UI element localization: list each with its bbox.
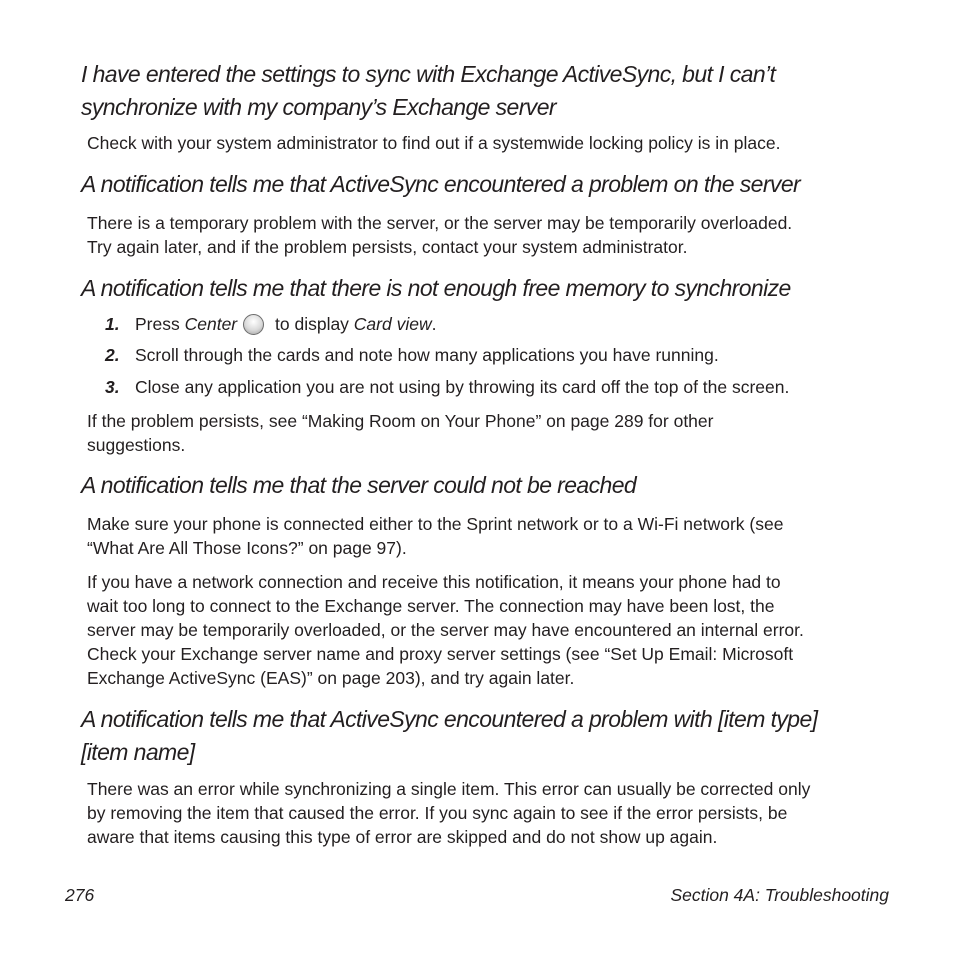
step-text: to display [270, 314, 354, 334]
section-label: Section 4A: Troubleshooting [670, 885, 889, 905]
step-1 [105, 312, 905, 336]
paragraph [87, 570, 907, 690]
paragraph [87, 512, 907, 560]
step-text: Close any application you are not using by throwing its card off the top of the screen. [135, 377, 790, 397]
paragraph-line: server may be temporarily overloaded, or the server may have encountered an internal error. [87, 620, 804, 640]
step-number: 3. [105, 377, 120, 397]
paragraph-line: Make sure your phone is connected either to the Sprint network or to a Wi-Fi network (see [87, 514, 784, 534]
center-key-label: Center [184, 314, 238, 334]
paragraph-line: There is a temporary problem with the server, or the server may be temporarily overloaded. [87, 213, 793, 233]
step-number: 1. [105, 314, 120, 334]
heading-line: [item name] [81, 739, 195, 765]
step-text: . [431, 314, 437, 334]
heading-server-problem: A notification tells me that ActiveSync encountered a problem on the server [81, 171, 801, 197]
step-number: 2. [105, 345, 120, 365]
step-2 [105, 343, 905, 367]
heading-server-not-reached: A notification tells me that the server could not be reached [81, 472, 637, 498]
paragraph-line: If the problem persists, see “Making Room on Your Phone” on page 289 for other [87, 411, 714, 431]
paragraph [87, 777, 907, 849]
center-button-icon [243, 314, 264, 335]
heading-cant-sync [81, 58, 911, 124]
paragraph [87, 211, 907, 259]
paragraph-line: suggestions. [87, 435, 186, 455]
step-text: Scroll through the cards and note how many applications you have running. [135, 345, 719, 365]
step-text: Press [135, 314, 185, 334]
paragraph [87, 409, 907, 457]
paragraph-line: There was an error while synchronizing a single item. This error can usually be corrected only [87, 779, 811, 799]
heading-line: I have entered the settings to sync with Exchange ActiveSync, but I can’t [81, 61, 776, 87]
paragraph: Check with your system administrator to find out if a systemwide locking policy is in place. [87, 133, 781, 153]
heading-not-enough-memory: A notification tells me that there is not enough free memory to synchronize [81, 275, 791, 301]
heading-line: A notification tells me that ActiveSync encountered a problem with [item type] [81, 706, 818, 732]
paragraph-line: wait too long to connect to the Exchange server. The connection may have been lost, the [87, 596, 775, 616]
paragraph-line: Try again later, and if the problem persists, contact your system administrator. [87, 237, 688, 257]
paragraph-line: If you have a network connection and receive this notification, it means your phone had to [87, 572, 781, 592]
paragraph-line: “What Are All Those Icons?” on page 97). [87, 538, 407, 558]
paragraph-line: aware that items causing this type of error are skipped and do not show up again. [87, 827, 718, 847]
page-number: 276 [65, 885, 95, 905]
paragraph-line: Exchange ActiveSync (EAS)” on page 203), and try again later. [87, 668, 575, 688]
paragraph-line: by removing the item that caused the error. If you sync again to see if the error persists, be [87, 803, 788, 823]
heading-line: synchronize with my company’s Exchange server [81, 94, 556, 120]
heading-item-problem [81, 703, 911, 769]
card-view-label: Card view [353, 314, 432, 334]
paragraph-line: Check your Exchange server name and proxy server settings (see “Set Up Email: Microsoft [87, 644, 794, 664]
step-3 [105, 375, 905, 399]
